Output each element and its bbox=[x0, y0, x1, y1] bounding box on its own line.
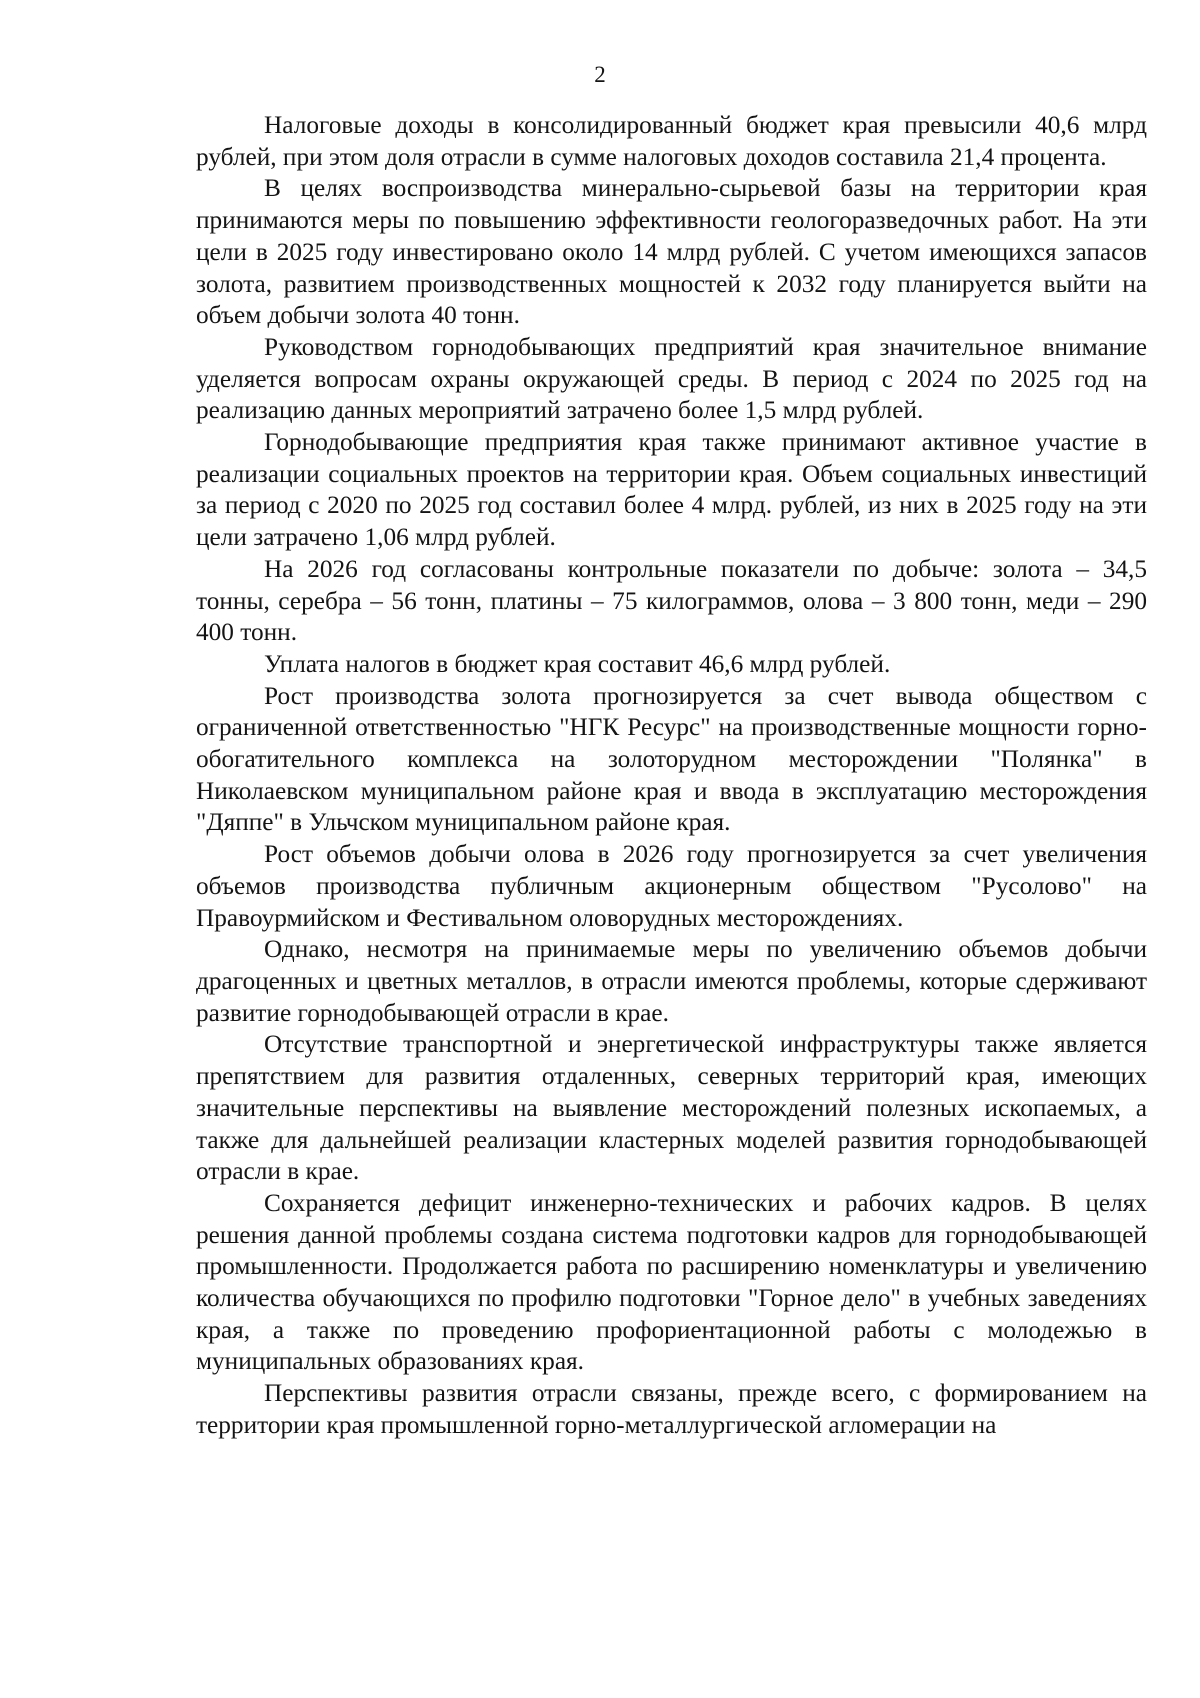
paragraph-tax-revenue: Налоговые доходы в консолидированный бюджет края превысили 40,6 млрд рублей, при этом доля отрасли в сумме налоговых доходов составила 21,4 процента. bbox=[196, 111, 1147, 171]
paragraph-infrastructure: Отсутствие транспортной и энергетической инфраструктуры также является препятствием для развития отдаленных, северных территорий края, имеющих значительные перспективы на выявление месторождений полезных ископаемых, а также для дальнейшей реализации кластерных моделей развития горнодобывающей отрасли в крае. bbox=[196, 1030, 1147, 1186]
paragraph-industry-problems: Однако, несмотря на принимаемые меры по увеличению объемов добычи драгоценных и цветных металлов, в отрасли имеются проблемы, которые сдерживают развитие горнодобывающей отрасли в крае. bbox=[196, 935, 1147, 1027]
paragraph-production-targets-2026: На 2026 год согласованы контрольные показатели по добыче: золота – 34,5 тонны, серебра – 56 тонн, платины – 75 килограммов, олова – 3 800 тонн, меди – 290 400 тонн. bbox=[196, 554, 1147, 647]
paragraph-tin-production-growth: Рост объемов добычи олова в 2026 году прогнозируется за счет увеличения объемов производства публичным акционерным обществом "Русолово" на Правоурмийском и Фестивальном оловорудных месторождениях. bbox=[196, 840, 1147, 932]
paragraph-personnel-shortage: Сохраняется дефицит инженерно-технических и рабочих кадров. В целях решения данной проблемы создана система подготовки кадров для горнодобывающей промышленности. Продолжается работа по расширению номенклатуры и увеличению количества обучающихся по профилю подготовки "Горное дело" в учебных заведениях края, а также по проведению профориентационной работы с молодежью в муниципальных образованиях края. bbox=[196, 1188, 1147, 1376]
paragraph-geological-exploration: В целях воспроизводства минерально-сырьевой базы на территории края принимаются меры по повышению эффективности геологоразведочных работ. На эти цели в 2025 году инвестировано около 14 млрд рублей. С учетом имеющихся запасов золота, развитием производственных мощностей к 2032 году планируется выйти на объем добычи золота 40 тонн. bbox=[196, 174, 1147, 330]
page-number: 2 bbox=[594, 62, 606, 87]
paragraph-tax-payments: Уплата налогов в бюджет края составит 46,6 млрд рублей. bbox=[264, 649, 891, 678]
paragraph-environment-protection: Руководством горнодобывающих предприятий края значительное внимание уделяется вопросам охраны окружающей среды. В период с 2024 по 2025 год на реализацию данных мероприятий затрачено более 1,5 млрд рублей. bbox=[196, 332, 1147, 425]
paragraph-gold-production-growth: Рост производства золота прогнозируется за счет вывода обществом с ограниченной ответственностью "НГК Ресурс" на производственные мощности горно-обогатительного комплекса на золоторудном месторождении "Полянка" в Николаевском муниципальном районе края и ввода в эксплуатацию месторождения "Дяппе" в Ульчском муниципальном районе края. bbox=[196, 681, 1147, 837]
paragraph-social-projects: Горнодобывающие предприятия края также принимают активное участие в реализации социальных проектов на территории края. Объем социальных инвестиций за период с 2020 по 2025 год составил более 4 млрд. рублей, из них в 2025 году на эти цели затрачено 1,06 млрд рублей. bbox=[196, 428, 1147, 552]
document-body bbox=[196, 110, 1147, 1442]
paragraph-development-prospects: Перспективы развития отрасли связаны, прежде всего, с формированием на территории края промышленной горно-металлургической агломерации на bbox=[196, 1379, 1147, 1439]
